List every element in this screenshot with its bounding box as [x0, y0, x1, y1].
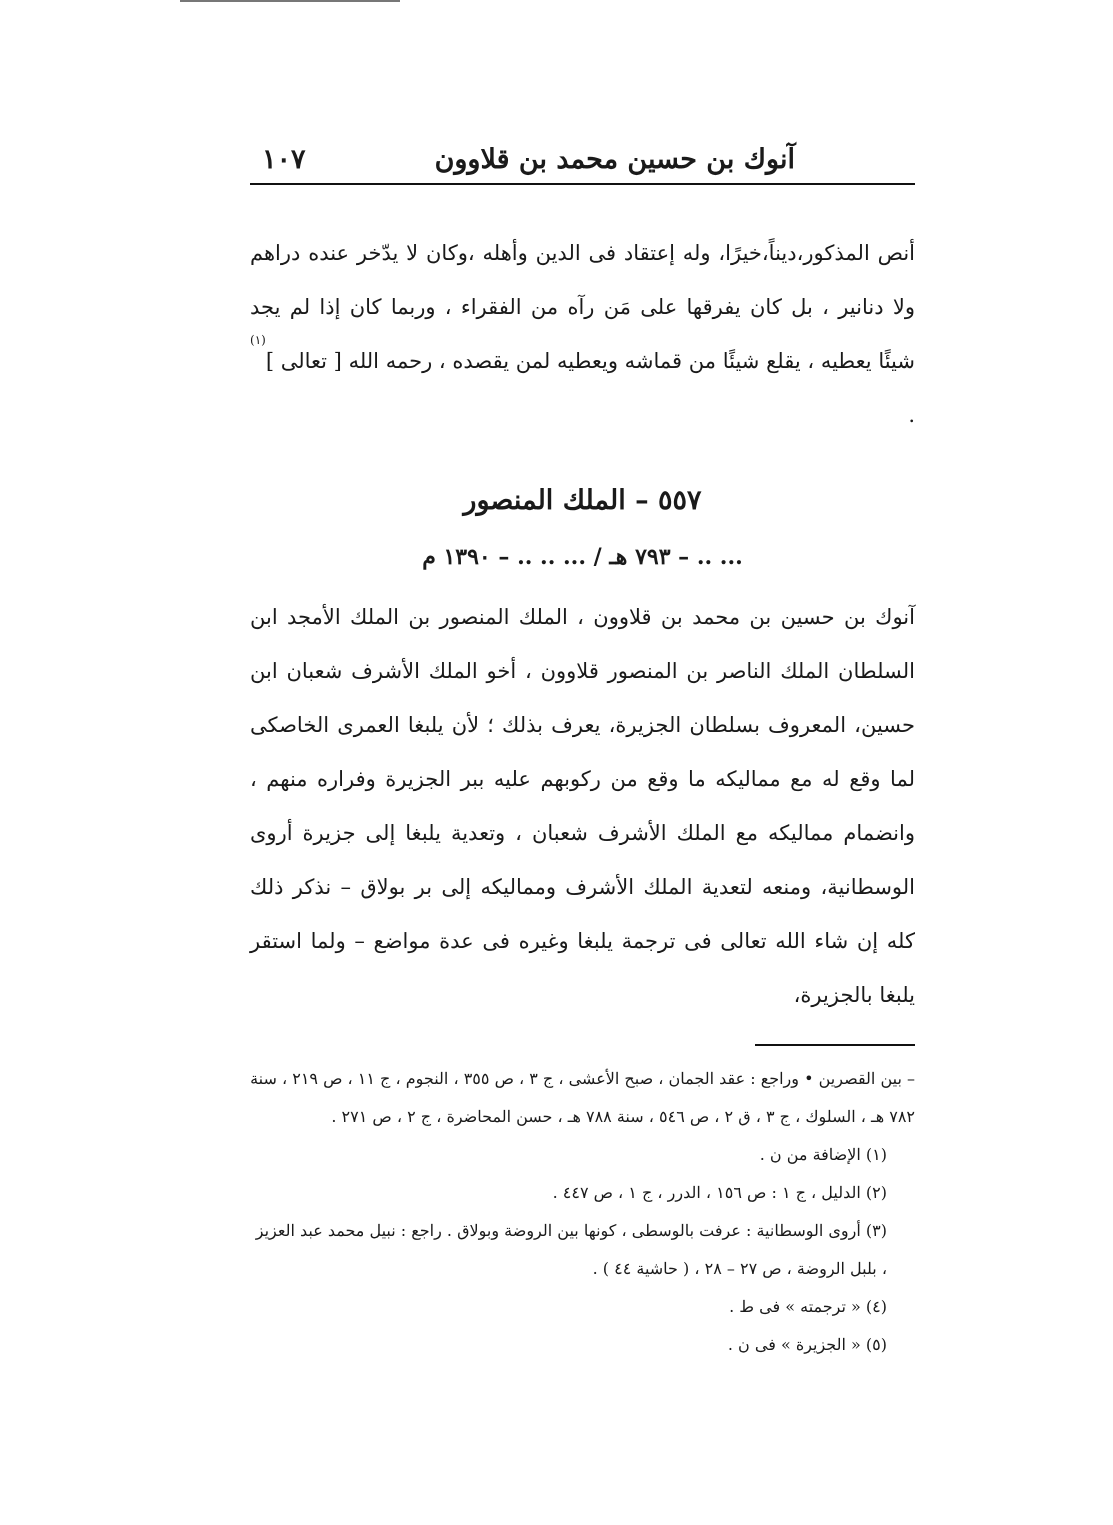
paragraph-top — [250, 226, 915, 442]
footnote-ref-1: (١) — [250, 333, 266, 347]
paragraph-top-end: . — [908, 403, 915, 427]
footnote-4: (٤) « ترجمته » فى ط . — [729, 1297, 887, 1316]
page-header — [250, 140, 915, 182]
book-page — [250, 140, 915, 1364]
footnotes — [250, 1060, 915, 1364]
paragraph-main: آنوك بن حسين بن محمد بن قلاوون ، الملك المنصور بن الملك الأمجد ابن السلطان الملك الناصر بن المنصور قلاوون ، أخو الملك الأشرف شعبان ابن حسين، المعروف بسلطان الجزيرة، يعرف بذلك ؛ لأن يلبغا العمرى الخاصكى لما وقع له مع مماليكه ما وقع من ركوبهم عليه ببر الجزيرة وفراره منهم ، وانضمام مماليكه مع الملك الأشرف شعبان ، وتعدية يلبغا إلى جزيرة أروى الوسطانية، ومنعه لتعدية الملك الأشرف ومماليكه إلى بر بولاق – نذكر ذلك كله إن شاء الله تعالى فى ترجمة يلبغا وغيره فى عدة مواضع – ولما استقر يلبغا بالجزيرة، — [250, 605, 915, 1007]
body-text — [250, 226, 915, 1022]
footnote-1: (١) الإضافة من ن . — [759, 1145, 887, 1164]
paragraph-top-text: أنص المذكور،ديناً،خيرًا، وله إعتقاد فى الدين وأهله ،وكان لا يدّخر عنده دراهم ولا دنانير ، بل كان يفرقها على مَن رآه من الفقراء ، وربما كان إذا لم يجد شيئًا يعطيه ، يقلع شيئًا من قماشه ويعطيه لمن يقصده ، رحمه الله [ تعالى ] — [250, 241, 915, 373]
footnote-5: (٥) « الجزيرة » فى ن . — [727, 1335, 887, 1354]
section-title: ٥٥٧ – الملك المنصور — [463, 485, 702, 516]
header-rule — [250, 183, 915, 185]
scan-edge-line — [180, 0, 400, 2]
footnote-source: – بين القصرين • وراجع : عقد الجمان ، صبح الأعشى ، ج ٣ ، ص ٣٥٥ ، النجوم ، ج ١١ ، ص ٢١٩ ، سنة ٧٨٢ هـ ، السلوك ، ج ٣ ، ق ٢ ، ص ٥٤٦ ، سنة ٧٨٨ هـ ، حسن المحاضرة ، ج ٢ ، ص ٢٧١ . — [250, 1069, 915, 1126]
footnote-3: (٣) أروى الوسطانية : عرفت بالوسطى ، كونها بين الروضة وبولاق . راجع : نبيل محمد عبد العزيز ، بلبل الروضة ، ص ٢٧ – ٢٨ ، ( حاشية ٤٤ ) . — [255, 1221, 887, 1278]
footnote-rule — [755, 1044, 915, 1046]
running-title: آنوك بن حسين محمد بن قلاوون — [434, 144, 795, 175]
footnote-2: (٢) الدليل ، ج ١ : ص ١٥٦ ، الدرر ، ج ١ ، ص ٤٤٧ . — [552, 1183, 887, 1202]
section-dates: ... .. – ٧٩٣ هـ / ... .. .. – ١٣٩٠ م — [422, 544, 743, 570]
page-number: ١٠٧ — [262, 144, 306, 175]
